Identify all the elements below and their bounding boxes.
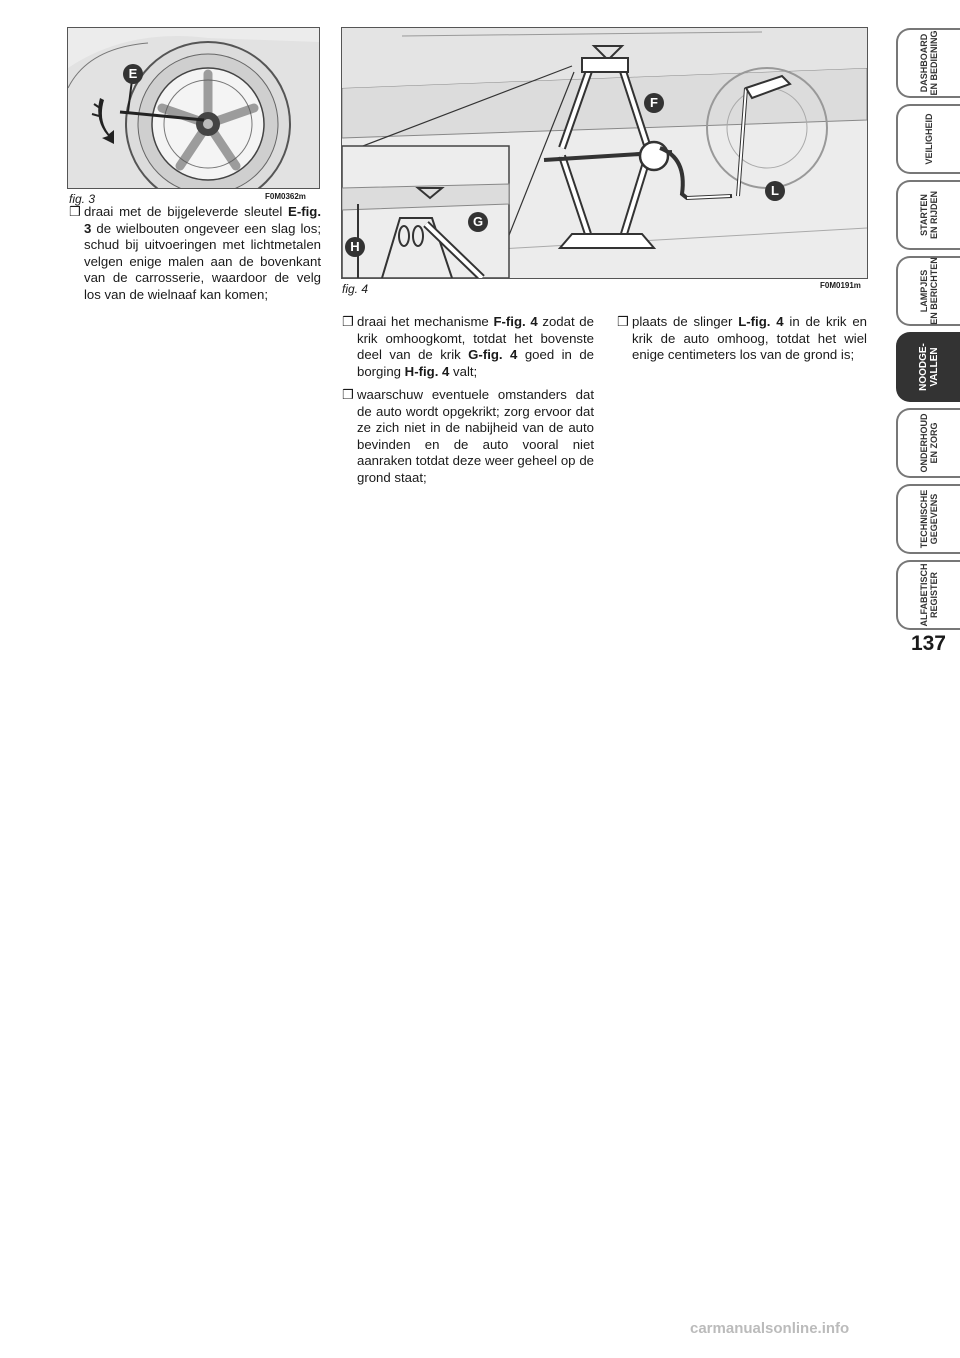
tab-label: LAMPJES EN BERICHTEN <box>919 257 939 325</box>
figure-4-code: F0M0191m <box>820 281 861 290</box>
figure-3-code: F0M0362m <box>265 192 306 201</box>
tab-label: ONDERHOUD EN ZORG <box>919 413 939 473</box>
page-number: 137 <box>910 632 946 655</box>
tab-veiligheid[interactable] <box>896 104 960 174</box>
figure-4-image <box>341 27 868 279</box>
tab-alfabetisch[interactable] <box>896 560 960 630</box>
instruction-paragraph-2 <box>342 314 594 380</box>
figure-3-image <box>67 27 320 189</box>
checkbox-bullet-icon: ❒ <box>342 387 354 402</box>
instruction-paragraph-4 <box>617 314 867 364</box>
tab-label: ALFABETISCH REGISTER <box>919 563 939 627</box>
tab-technische[interactable] <box>896 484 960 554</box>
checkbox-bullet-icon: ❒ <box>617 314 629 329</box>
checkbox-bullet-icon: ❒ <box>342 314 354 329</box>
callout-g: G <box>468 212 488 232</box>
tab-starten[interactable] <box>896 180 960 250</box>
tab-lampjes[interactable] <box>896 256 960 326</box>
callout-e: E <box>123 64 143 84</box>
figure-4-caption: fig. 4 <box>342 282 369 296</box>
tab-label: VEILIGHEID <box>924 113 934 165</box>
tab-noodgevallen[interactable] <box>896 332 960 402</box>
paragraph-text: waarschuw eventuele omstanders dat de auto wordt opgekrikt; zorg ervoor dat ze zich niet in de nabijheid van de auto bevinden en de auto vooral niet aanraken totdat deze weer geheel op de grond staat; <box>357 387 594 485</box>
paragraph-text: draai het mechanisme F-fig. 4 zodat de krik omhoogkomt, totdat het bovenste deel van de krik G-fig. 4 goed in de borging H-fig. 4 valt; <box>357 314 595 379</box>
tab-label: NOODGE- VALLEN <box>918 343 940 391</box>
instruction-paragraph-1 <box>69 204 321 304</box>
figure-3-caption: fig. 3 <box>69 192 96 206</box>
instruction-paragraph-3 <box>342 387 594 487</box>
checkbox-bullet-icon: ❒ <box>69 204 81 219</box>
tab-onderhoud[interactable] <box>896 408 960 478</box>
paragraph-text: draai met de bijgeleverde sleutel E-fig. 3 de wielbouten ongeveer een slag los; schud bij uitvoeringen met lichtmetalen velgen enige malen aan de bovenkant van de carrosserie, waardoor de velg los van de wielnaaf kan komen; <box>84 204 321 302</box>
tab-label: STARTEN EN RIJDEN <box>919 190 939 240</box>
callout-f: F <box>644 93 664 113</box>
callout-h: H <box>345 237 365 257</box>
tab-label: DASHBOARD EN BEDIENING <box>919 30 939 96</box>
callout-l: L <box>765 181 785 201</box>
watermark: carmanualsonline.info <box>690 1320 850 1337</box>
paragraph-text: plaats de slinger L-fig. 4 in de krik en krik de auto omhoog, totdat het wiel enige centimeters los van de grond is; <box>632 314 867 363</box>
tab-dashboard[interactable] <box>896 28 960 98</box>
tab-label: TECHNISCHE GEGEVENS <box>919 489 939 549</box>
